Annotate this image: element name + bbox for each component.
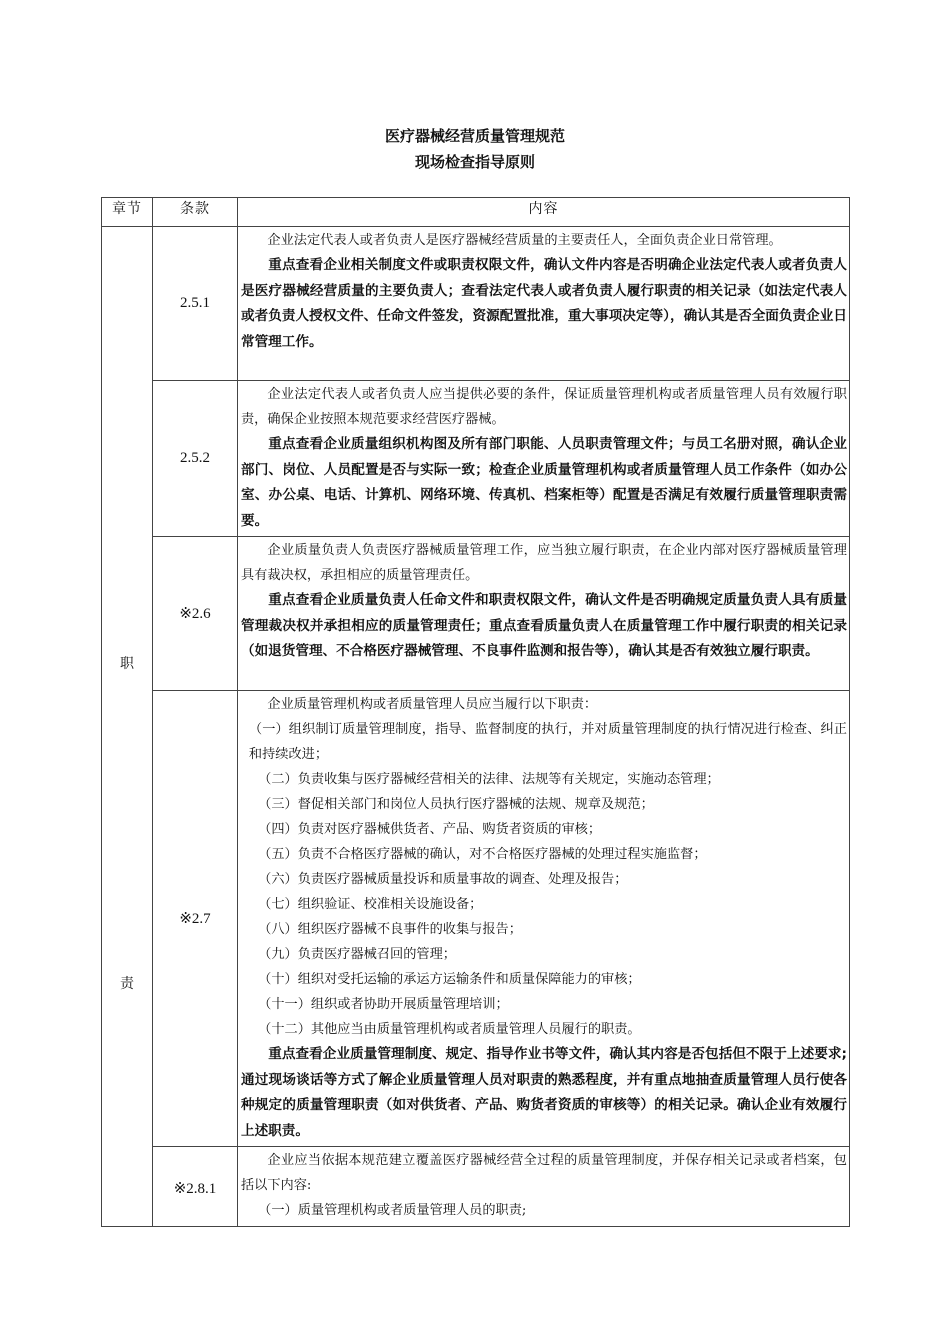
clause-text: 企业应当依据本规范建立覆盖医疗器械经营全过程的质量管理制度，并保存相关记录或者档案，包括以下内容: — [241, 1153, 847, 1193]
clause-content — [238, 537, 850, 691]
table-row — [102, 691, 850, 1147]
table-header-row — [102, 198, 850, 227]
duty-item: （五）负责不合格医疗器械的确认，对不合格医疗器械的处理过程实施监督； — [258, 847, 707, 862]
inspection-focus: 重点查看企业质量组织机构图及所有部门职能、人员职责管理文件；与员工名册对照，确认企业部门、岗位、人员配置是否与实际一致；检查企业质量管理机构或者质量管理人员工作条件（如办公室、办公桌、电话、计算机、网络环境、传真机、档案柜等）配置是否满足有效履行质量管理职责需要。 — [241, 436, 847, 529]
clause-number: ※2.6 — [153, 537, 238, 691]
table-row — [102, 1147, 850, 1227]
duty-item: （十二）其他应当由质量管理机构或者质量管理人员履行的职责。 — [258, 1022, 641, 1037]
clause-text: 企业法定代表人或者负责人是医疗器械经营质量的主要责任人，全面负责企业日常管理。 — [267, 233, 782, 248]
duty-item: （四）负责对医疗器械供货者、产品、购货者资质的审核； — [258, 822, 602, 837]
duty-item: （三）督促相关部门和岗位人员执行医疗器械的法规、规章及规范； — [258, 797, 654, 812]
clause-content — [238, 381, 850, 537]
duty-item: （七）组织验证、校准相关设施设备； — [258, 897, 483, 912]
inspection-table — [101, 197, 850, 1227]
duty-item: （八）组织医疗器械不良事件的收集与报告； — [258, 922, 522, 937]
header-chapter: 章节 — [102, 198, 153, 227]
table-row — [102, 227, 850, 381]
inspection-focus: 重点查看企业质量管理制度、规定、指导作业书等文件，确认其内容是否包括但不限于上述要求;通过现场谈话等方式了解企业质量管理人员对职责的熟悉程度，并有重点地抽查质量管理人员行使各种规定的质量管理职责（如对供货者、产品、购货者资质的审核等）的相关记录。确认企业有效履行上述职责。 — [241, 1046, 847, 1139]
chapter-char-2: 责 — [120, 976, 134, 992]
duty-item: （九）负责医疗器械召回的管理； — [258, 947, 456, 962]
header-content: 内容 — [238, 198, 850, 227]
header-clause: 条款 — [153, 198, 238, 227]
duty-item: （十）组织对受托运输的承运方运输条件和质量保障能力的审核； — [258, 972, 641, 987]
clause-text: 企业质量管理机构或者质量管理人员应当履行以下职责： — [267, 697, 598, 712]
duty-item: （十一）组织或者协助开展质量管理培训； — [258, 997, 509, 1012]
clause-text: 企业质量负责人负责医疗器械质量管理工作，应当独立履行职责，在企业内部对医疗器械质量管理具有裁决权，承担相应的质量管理责任。 — [241, 543, 847, 583]
inspection-focus: 重点查看企业质量负责人任命文件和职责权限文件，确认文件是否明确规定质量负责人具有质量管理裁决权并承担相应的质量管理责任；重点查看质量负责人在质量管理工作中履行职责的相关记录（如退货管理、不合格医疗器械管理、不良事件监测和报告等），确认其是否有效独立履行职责。 — [241, 592, 847, 659]
duty-item: （二）负责收集与医疗器械经营相关的法律、法规等有关规定，实施动态管理； — [258, 772, 720, 787]
duty-item: （一）质量管理机构或者质量管理人员的职责; — [258, 1203, 527, 1218]
table-row — [102, 381, 850, 537]
document-title: 医疗器械经营质量管理规范 — [384, 127, 565, 145]
chapter-cell — [102, 227, 153, 1227]
inspection-focus: 重点查看企业相关制度文件或职责权限文件，确认文件内容是否明确企业法定代表人或者负责人是医疗器械经营质量的主要负责人；查看法定代表人或者负责人履行职责的相关记录（如法定代表人或者负责人授权文件、任命文件签发，资源配置批准，重大事项决定等），确认其是否全面负责企业日常管理工作。 — [241, 257, 847, 350]
clause-content — [238, 1147, 850, 1227]
document-subtitle: 现场检查指导原则 — [414, 153, 535, 171]
duty-item: （六）负责医疗器械质量投诉和质量事故的调查、处理及报告； — [258, 872, 628, 887]
clause-content — [238, 227, 850, 381]
clause-content — [238, 691, 850, 1147]
clause-text: 企业法定代表人或者负责人应当提供必要的条件，保证质量管理机构或者质量管理人员有效履行职责，确保企业按照本规范要求经营医疗器械。 — [241, 387, 847, 427]
duty-item: （一）组织制订质量管理制度，指导、监督制度的执行，并对质量管理制度的执行情况进行检查、纠正和持续改进； — [248, 722, 847, 762]
clause-number: 2.5.1 — [153, 227, 238, 381]
table-row — [102, 537, 850, 691]
clause-number: 2.5.2 — [153, 381, 238, 537]
clause-number: ※2.8.1 — [153, 1147, 238, 1227]
clause-number: ※2.7 — [153, 691, 238, 1147]
chapter-char-1: 职 — [120, 656, 134, 672]
